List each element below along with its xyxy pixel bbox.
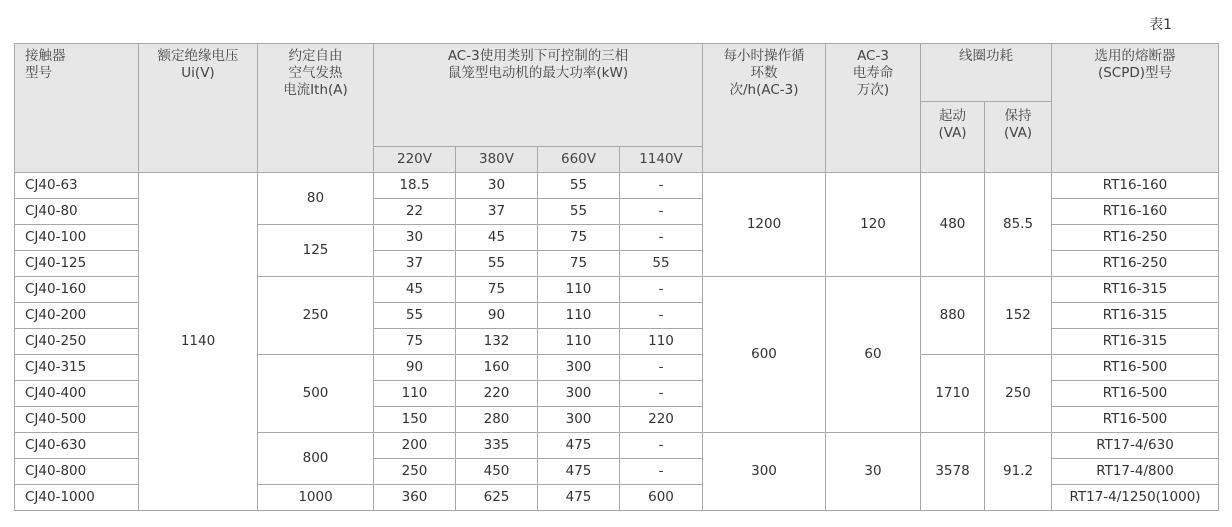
cell-life: 60 <box>826 277 921 433</box>
cell-fuse: RT17-4/1250(1000) <box>1052 485 1219 511</box>
cell-power-220: 90 <box>374 355 456 381</box>
cell-coil-start: 880 <box>921 277 985 355</box>
cell-power-660: 55 <box>538 199 620 225</box>
cell-life: 30 <box>826 433 921 511</box>
header-ui: 额定绝缘电压 Ui(V) <box>139 44 258 173</box>
cell-power-1140: - <box>620 459 703 485</box>
header-ith: 约定自由 空气发热 电流Ith(A) <box>258 44 374 173</box>
cell-power-220: 110 <box>374 381 456 407</box>
cell-model: CJ40-250 <box>15 329 139 355</box>
cell-power-220: 22 <box>374 199 456 225</box>
cell-power-1140: - <box>620 355 703 381</box>
cell-power-660: 300 <box>538 381 620 407</box>
cell-model: CJ40-1000 <box>15 485 139 511</box>
cell-power-380: 625 <box>456 485 538 511</box>
cell-coil-hold: 250 <box>985 355 1052 433</box>
cell-power-1140: 600 <box>620 485 703 511</box>
cell-model: CJ40-630 <box>15 433 139 459</box>
cell-power-380: 75 <box>456 277 538 303</box>
cell-model: CJ40-63 <box>15 173 139 199</box>
cell-coil-hold: 91.2 <box>985 433 1052 511</box>
cell-ith: 250 <box>258 277 374 355</box>
cell-power-380: 30 <box>456 173 538 199</box>
cell-coil-hold: 152 <box>985 277 1052 355</box>
cell-model: CJ40-200 <box>15 303 139 329</box>
cell-fuse: RT16-160 <box>1052 173 1219 199</box>
cell-power-660: 110 <box>538 329 620 355</box>
cell-power-380: 45 <box>456 225 538 251</box>
header-coil-start: 起动 (VA) <box>921 102 985 173</box>
cell-power-1140: 220 <box>620 407 703 433</box>
cell-power-380: 335 <box>456 433 538 459</box>
cell-model: CJ40-315 <box>15 355 139 381</box>
cell-power-220: 30 <box>374 225 456 251</box>
header-ops: 每小时操作循 环数 次/h(AC-3) <box>703 44 826 173</box>
cell-power-380: 90 <box>456 303 538 329</box>
cell-power-220: 200 <box>374 433 456 459</box>
cell-fuse: RT16-500 <box>1052 355 1219 381</box>
cell-power-660: 475 <box>538 433 620 459</box>
header-coil-hold: 保持 (VA) <box>985 102 1052 173</box>
header-fuse: 选用的熔断器 (SCPD)型号 <box>1052 44 1219 173</box>
cell-power-1140: - <box>620 433 703 459</box>
cell-power-1140: - <box>620 199 703 225</box>
cell-model: CJ40-500 <box>15 407 139 433</box>
cell-ith: 500 <box>258 355 374 433</box>
cell-fuse: RT16-160 <box>1052 199 1219 225</box>
cell-life: 120 <box>826 173 921 277</box>
header-voltage-380: 380V <box>456 147 538 173</box>
cell-ops: 600 <box>703 277 826 433</box>
cell-coil-hold: 85.5 <box>985 173 1052 277</box>
cell-power-1140: - <box>620 277 703 303</box>
cell-model: CJ40-100 <box>15 225 139 251</box>
header-voltage-660: 660V <box>538 147 620 173</box>
header-power: AC-3使用类别下可控制的三相 鼠笼型电动机的最大功率(kW) <box>374 44 703 147</box>
cell-model: CJ40-160 <box>15 277 139 303</box>
cell-power-660: 55 <box>538 173 620 199</box>
cell-power-660: 300 <box>538 355 620 381</box>
cell-power-220: 250 <box>374 459 456 485</box>
cell-model: CJ40-80 <box>15 199 139 225</box>
cell-power-660: 475 <box>538 485 620 511</box>
cell-fuse: RT17-4/630 <box>1052 433 1219 459</box>
cell-power-380: 132 <box>456 329 538 355</box>
cell-power-220: 55 <box>374 303 456 329</box>
cell-model: CJ40-125 <box>15 251 139 277</box>
cell-ui: 1140 <box>139 173 258 511</box>
cell-coil-start: 1710 <box>921 355 985 433</box>
cell-power-380: 37 <box>456 199 538 225</box>
spec-table <box>14 43 1219 511</box>
cell-ith: 1000 <box>258 485 374 511</box>
cell-power-1140: - <box>620 303 703 329</box>
cell-power-380: 160 <box>456 355 538 381</box>
cell-fuse: RT17-4/800 <box>1052 459 1219 485</box>
cell-ops: 1200 <box>703 173 826 277</box>
cell-power-660: 110 <box>538 277 620 303</box>
cell-power-220: 18.5 <box>374 173 456 199</box>
cell-power-1140: - <box>620 225 703 251</box>
header-life: AC-3 电寿命 万次) <box>826 44 921 173</box>
cell-ops: 300 <box>703 433 826 511</box>
cell-power-220: 150 <box>374 407 456 433</box>
cell-power-220: 75 <box>374 329 456 355</box>
cell-ith: 800 <box>258 433 374 485</box>
cell-power-660: 300 <box>538 407 620 433</box>
cell-power-220: 37 <box>374 251 456 277</box>
cell-ith: 80 <box>258 173 374 225</box>
cell-power-380: 55 <box>456 251 538 277</box>
cell-power-660: 475 <box>538 459 620 485</box>
cell-power-1140: 55 <box>620 251 703 277</box>
cell-fuse: RT16-500 <box>1052 381 1219 407</box>
cell-power-380: 280 <box>456 407 538 433</box>
cell-model: CJ40-400 <box>15 381 139 407</box>
table-label: 表1 <box>1149 17 1172 33</box>
header-voltage-1140: 1140V <box>620 147 703 173</box>
cell-power-1140: 110 <box>620 329 703 355</box>
cell-fuse: RT16-250 <box>1052 251 1219 277</box>
cell-power-380: 450 <box>456 459 538 485</box>
header-model: 接触器 型号 <box>15 44 139 173</box>
header-voltage-220: 220V <box>374 147 456 173</box>
cell-ith: 125 <box>258 225 374 277</box>
cell-power-1140: - <box>620 381 703 407</box>
cell-fuse: RT16-315 <box>1052 277 1219 303</box>
table-row <box>15 173 1219 199</box>
cell-fuse: RT16-500 <box>1052 407 1219 433</box>
cell-fuse: RT16-315 <box>1052 329 1219 355</box>
cell-power-220: 45 <box>374 277 456 303</box>
cell-power-380: 220 <box>456 381 538 407</box>
cell-model: CJ40-800 <box>15 459 139 485</box>
cell-coil-start: 3578 <box>921 433 985 511</box>
cell-power-220: 360 <box>374 485 456 511</box>
cell-power-660: 75 <box>538 251 620 277</box>
cell-power-660: 75 <box>538 225 620 251</box>
cell-power-1140: - <box>620 173 703 199</box>
cell-fuse: RT16-250 <box>1052 225 1219 251</box>
cell-coil-start: 480 <box>921 173 985 277</box>
cell-power-660: 110 <box>538 303 620 329</box>
cell-fuse: RT16-315 <box>1052 303 1219 329</box>
header-coil: 线圈功耗 <box>921 44 1052 102</box>
